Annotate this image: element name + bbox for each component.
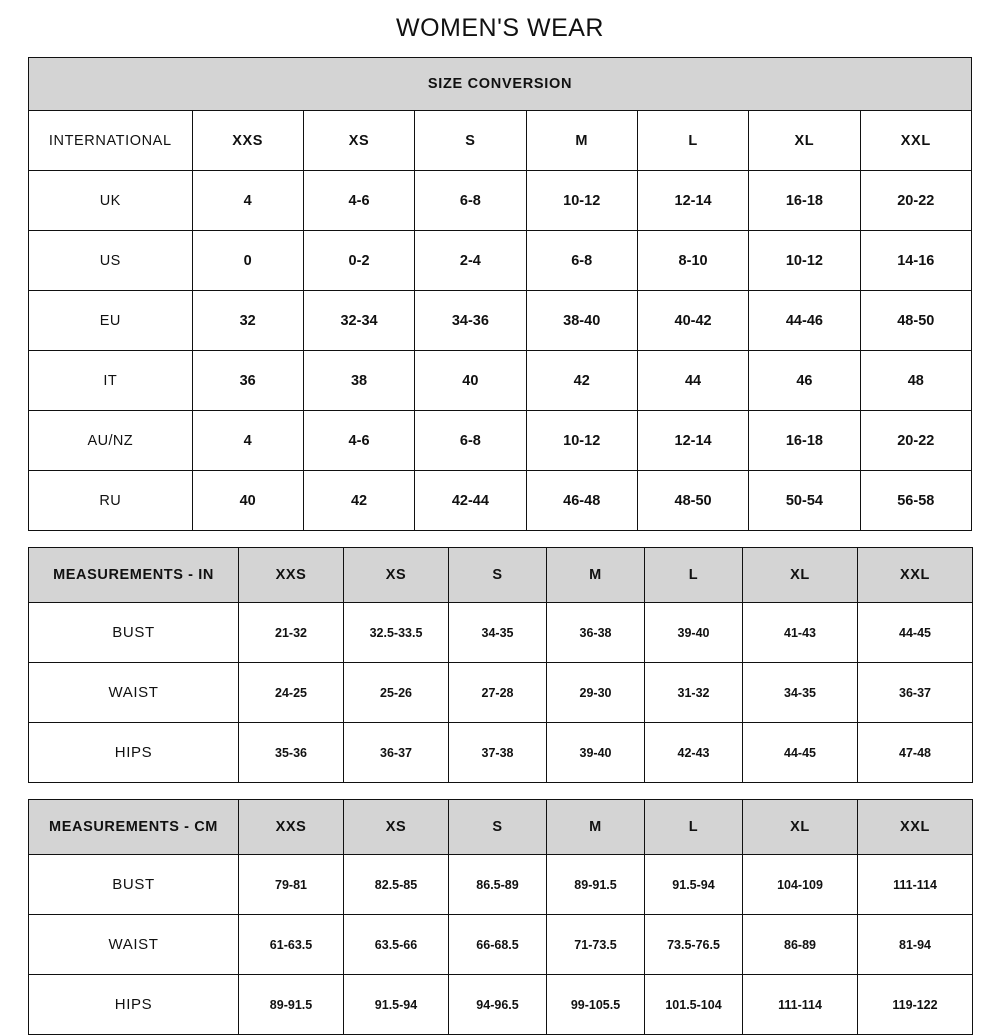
cell-value: 29-30 [547, 663, 645, 723]
header-cell-s: S [449, 548, 547, 603]
table-banner-row [29, 58, 972, 111]
header-cell-l: L [645, 548, 743, 603]
cell-value: 37-38 [449, 723, 547, 783]
cell-value: 82.5-85 [344, 855, 449, 915]
cell-value: 36-37 [344, 723, 449, 783]
table-row [29, 471, 972, 531]
cell-value: 44 [637, 351, 748, 411]
cell-value: 34-36 [415, 291, 526, 351]
row-label: WAIST [29, 915, 239, 975]
table-row [29, 603, 973, 663]
header-cell-measurements-in: MEASUREMENTS - IN [29, 548, 239, 603]
cell-value: 0-2 [303, 231, 414, 291]
cell-value: 10-12 [526, 411, 637, 471]
cell-value: 44-45 [743, 723, 858, 783]
cell-value: 44-46 [749, 291, 860, 351]
cell-value: 10-12 [526, 171, 637, 231]
cell-value: 71-73.5 [547, 915, 645, 975]
cell-value: 20-22 [860, 171, 971, 231]
cell-value: 32 [192, 291, 303, 351]
header-cell-l: L [645, 800, 743, 855]
cell-value: 32.5-33.5 [344, 603, 449, 663]
header-cell-xxs: XXS [239, 548, 344, 603]
cell-value: 21-32 [239, 603, 344, 663]
cell-value: 31-32 [645, 663, 743, 723]
cell-value: 42 [526, 351, 637, 411]
cell-value: 42 [303, 471, 414, 531]
cell-value: 12-14 [637, 171, 748, 231]
cell-value: 42-44 [415, 471, 526, 531]
cell-value: 94-96.5 [449, 975, 547, 1035]
cell-value: 38 [303, 351, 414, 411]
cell-value: 36-37 [858, 663, 973, 723]
measurements-inches-table [28, 547, 973, 783]
table-row [29, 723, 973, 783]
cell-value: 42-43 [645, 723, 743, 783]
cell-value: 48-50 [637, 471, 748, 531]
cell-value: 4-6 [303, 171, 414, 231]
cell-value: 48-50 [860, 291, 971, 351]
cell-value: 91.5-94 [645, 855, 743, 915]
cell-value: 63.5-66 [344, 915, 449, 975]
cell-value: 79-81 [239, 855, 344, 915]
header-cell-xxl: XXL [858, 800, 973, 855]
cell-value: 4-6 [303, 411, 414, 471]
cell-value: 111-114 [858, 855, 973, 915]
header-cell-xxs: XXS [239, 800, 344, 855]
cell-value: 27-28 [449, 663, 547, 723]
cell-value: 89-91.5 [547, 855, 645, 915]
cell-value: 40 [415, 351, 526, 411]
cell-value: 66-68.5 [449, 915, 547, 975]
header-cell-xxs: XXS [192, 111, 303, 171]
cell-value: 6-8 [526, 231, 637, 291]
cell-value: 16-18 [749, 171, 860, 231]
page-title: WOMEN'S WEAR [396, 14, 604, 42]
cell-value: 12-14 [637, 411, 748, 471]
row-label: AU/NZ [29, 411, 193, 471]
cell-value: 47-48 [858, 723, 973, 783]
table-row [29, 855, 973, 915]
header-cell-l: L [637, 111, 748, 171]
cell-value: 36 [192, 351, 303, 411]
cell-value: 46 [749, 351, 860, 411]
table-header-row [29, 548, 973, 603]
cell-value: 34-35 [449, 603, 547, 663]
header-cell-m: M [547, 548, 645, 603]
cell-value: 20-22 [860, 411, 971, 471]
row-label: US [29, 231, 193, 291]
cell-value: 34-35 [743, 663, 858, 723]
table-row [29, 915, 973, 975]
cell-value: 40-42 [637, 291, 748, 351]
row-label: HIPS [29, 723, 239, 783]
header-cell-xs: XS [344, 548, 449, 603]
cell-value: 4 [192, 171, 303, 231]
cell-value: 41-43 [743, 603, 858, 663]
header-cell-s: S [415, 111, 526, 171]
header-cell-measurements-cm: MEASUREMENTS - CM [29, 800, 239, 855]
cell-value: 48 [860, 351, 971, 411]
row-label: WAIST [29, 663, 239, 723]
cell-value: 24-25 [239, 663, 344, 723]
cell-value: 86-89 [743, 915, 858, 975]
cell-value: 36-38 [547, 603, 645, 663]
cell-value: 101.5-104 [645, 975, 743, 1035]
cell-value: 44-45 [858, 603, 973, 663]
cell-value: 16-18 [749, 411, 860, 471]
cell-value: 6-8 [415, 171, 526, 231]
table-header-row [29, 800, 973, 855]
row-label: UK [29, 171, 193, 231]
row-label: HIPS [29, 975, 239, 1035]
cell-value: 61-63.5 [239, 915, 344, 975]
cell-value: 35-36 [239, 723, 344, 783]
table-row [29, 663, 973, 723]
header-cell-international: INTERNATIONAL [29, 111, 193, 171]
table-row [29, 975, 973, 1035]
header-cell-s: S [449, 800, 547, 855]
cell-value: 119-122 [858, 975, 973, 1035]
header-cell-xs: XS [344, 800, 449, 855]
cell-value: 86.5-89 [449, 855, 547, 915]
header-cell-m: M [547, 800, 645, 855]
header-cell-xl: XL [743, 800, 858, 855]
cell-value: 81-94 [858, 915, 973, 975]
table-row [29, 171, 972, 231]
cell-value: 25-26 [344, 663, 449, 723]
header-cell-xxl: XXL [858, 548, 973, 603]
cell-value: 111-114 [743, 975, 858, 1035]
table-header-row [29, 111, 972, 171]
size-conversion-banner: SIZE CONVERSION [29, 58, 972, 111]
table-row [29, 231, 972, 291]
header-cell-xxl: XXL [860, 111, 971, 171]
row-label: BUST [29, 603, 239, 663]
cell-value: 8-10 [637, 231, 748, 291]
cell-value: 14-16 [860, 231, 971, 291]
cell-value: 91.5-94 [344, 975, 449, 1035]
header-cell-xl: XL [749, 111, 860, 171]
cell-value: 73.5-76.5 [645, 915, 743, 975]
cell-value: 0 [192, 231, 303, 291]
cell-value: 56-58 [860, 471, 971, 531]
row-label: IT [29, 351, 193, 411]
table-row [29, 291, 972, 351]
cell-value: 4 [192, 411, 303, 471]
row-label: BUST [29, 855, 239, 915]
cell-value: 40 [192, 471, 303, 531]
cell-value: 89-91.5 [239, 975, 344, 1035]
cell-value: 104-109 [743, 855, 858, 915]
cell-value: 99-105.5 [547, 975, 645, 1035]
size-conversion-table [28, 57, 972, 531]
cell-value: 6-8 [415, 411, 526, 471]
cell-value: 39-40 [547, 723, 645, 783]
row-label: EU [29, 291, 193, 351]
cell-value: 39-40 [645, 603, 743, 663]
table-row [29, 411, 972, 471]
table-row [29, 351, 972, 411]
header-cell-xs: XS [303, 111, 414, 171]
cell-value: 32-34 [303, 291, 414, 351]
header-cell-m: M [526, 111, 637, 171]
cell-value: 38-40 [526, 291, 637, 351]
header-cell-xl: XL [743, 548, 858, 603]
cell-value: 10-12 [749, 231, 860, 291]
cell-value: 50-54 [749, 471, 860, 531]
row-label: RU [29, 471, 193, 531]
cell-value: 2-4 [415, 231, 526, 291]
cell-value: 46-48 [526, 471, 637, 531]
